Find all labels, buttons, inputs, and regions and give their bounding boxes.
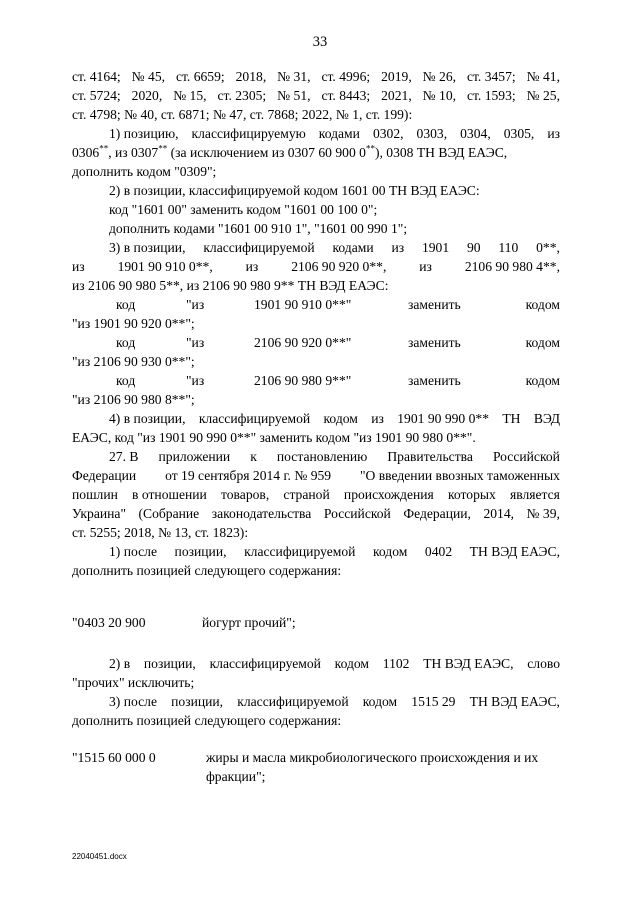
entry-code: "0403 20 900	[72, 615, 146, 630]
word: "О введении ввозных таможенных	[359, 468, 560, 483]
entry-description: йогурт прочий";	[202, 615, 296, 630]
word: Российской	[492, 449, 560, 464]
text-line: "прочих" исключить;	[72, 675, 195, 690]
word: из	[419, 259, 432, 274]
word: № 51,	[277, 88, 311, 103]
word: Федерации	[72, 468, 137, 483]
inserted-position-2	[72, 748, 560, 786]
word: кодом	[334, 656, 370, 671]
entry-description: жиры и масла микробиологического происхождения и их фракции";	[206, 750, 539, 784]
word: ст. 4164;	[72, 69, 121, 84]
word: из	[371, 411, 384, 426]
word: является	[509, 487, 560, 502]
text-line	[72, 504, 560, 523]
word: кодом	[372, 544, 408, 559]
code-entry	[72, 613, 560, 632]
text-line: дополнить кодом "0309";	[72, 164, 217, 179]
text-line: из 2106 90 980 5**, из 2106 90 980 9** ТН ВЭД ЕАЭС:	[72, 278, 389, 293]
word: из	[547, 126, 560, 141]
word: 0304,	[460, 126, 491, 141]
word: 4) в позиции,	[109, 411, 186, 426]
word: 2019,	[381, 69, 412, 84]
word: классифицируемой	[203, 240, 315, 255]
word: пошлин	[72, 487, 118, 502]
text-line: "из 1901 90 920 0**";	[72, 316, 195, 331]
text-line	[72, 447, 560, 466]
word: товаров,	[221, 487, 270, 502]
word: классифицируемой	[244, 544, 356, 559]
text-line	[72, 692, 560, 711]
text-line: ст. 4798; № 40, ст. 6871; № 47, ст. 7868; 2022, № 1, ст. 199):	[72, 107, 413, 122]
word: 2106 90 920 0**,	[291, 259, 387, 274]
word: позиции,	[174, 544, 227, 559]
word: ст. 6659;	[175, 69, 225, 84]
text-line: ст. 5255; 2018, № 13, ст. 1823):	[72, 525, 249, 540]
word: № 41,	[526, 69, 560, 84]
document-body-continued	[72, 654, 560, 730]
word: 1) позицию,	[109, 126, 179, 141]
word: 1515 29	[411, 694, 456, 709]
word: 27. В	[109, 449, 139, 464]
word: к	[250, 449, 257, 464]
text-line	[72, 409, 560, 428]
word: ст. 4996;	[321, 69, 371, 84]
word: 2014,	[483, 506, 515, 521]
word: кодом	[323, 411, 358, 426]
word: из	[391, 240, 405, 255]
word: 1901 90 990 0**	[397, 411, 490, 426]
word: ТН ВЭД ЕАЭС,	[469, 694, 560, 709]
word: 0**,	[536, 240, 560, 255]
word: ВЭД	[533, 411, 560, 426]
page-number: 33	[312, 34, 328, 50]
word: ст. 8443;	[321, 88, 371, 103]
word: 3) после	[109, 694, 157, 709]
word: № 10,	[422, 88, 457, 103]
document-body	[72, 67, 560, 580]
word: № 26,	[422, 69, 457, 84]
word: № 45,	[131, 69, 166, 84]
word: из	[245, 259, 259, 274]
word: кодом	[362, 694, 398, 709]
word: позиции,	[171, 694, 224, 709]
word: ст. 5724;	[72, 88, 121, 103]
replace-row: код "из 1901 90 910 0**" заменить кодом	[116, 297, 560, 312]
text-line	[72, 466, 560, 485]
text-line	[72, 654, 560, 673]
word: ст. 1593;	[466, 88, 516, 103]
word: ст. 3457;	[466, 69, 516, 84]
text-line: "из 2106 90 930 0**";	[72, 354, 195, 369]
word: 2018,	[235, 69, 267, 84]
word: ст. 2305;	[217, 88, 267, 103]
text-line: ЕАЭС, код "из 1901 90 990 0**" заменить кодом "из 1901 90 980 0**".	[72, 430, 476, 445]
word: из	[72, 259, 85, 274]
text-line	[72, 238, 560, 257]
text-line	[72, 485, 560, 504]
text-line: "из 2106 90 980 8**";	[72, 392, 195, 407]
word: классифицируемой	[198, 411, 311, 426]
word: 3) в позиции,	[109, 240, 186, 255]
word: 2) в	[109, 656, 131, 671]
word: позиции,	[143, 656, 196, 671]
word: законодательства	[211, 506, 312, 521]
word: 1901	[421, 240, 450, 255]
word: которых	[447, 487, 496, 502]
word: 2106 90 980 4**,	[464, 259, 560, 274]
word: кодами	[318, 126, 360, 141]
word: 2020,	[131, 88, 163, 103]
word: № 31,	[277, 69, 311, 84]
text-line	[72, 67, 560, 86]
word: № 39,	[526, 506, 560, 521]
word: Российской	[323, 506, 391, 521]
word: слово	[527, 656, 560, 671]
text-line: дополнить позицией следующего содержания:	[72, 713, 342, 728]
word: классифицируемой	[209, 656, 321, 671]
code-entry	[72, 748, 560, 786]
word: происхождения	[343, 487, 434, 502]
word: № 25,	[526, 88, 560, 103]
replace-row: код "из 2106 90 920 0**" заменить кодом	[116, 335, 560, 350]
word: классифицируемой	[237, 694, 349, 709]
word: 110	[498, 240, 519, 255]
text-line	[72, 86, 560, 105]
word: 1901 90 910 0**,	[117, 259, 213, 274]
word: ТН ВЭД ЕАЭС,	[469, 544, 560, 559]
word: от 19 сентября 2014 г. № 959	[165, 468, 332, 483]
text-line	[72, 124, 560, 143]
word: № 15,	[173, 88, 207, 103]
word: 90	[466, 240, 481, 255]
word: 0402	[424, 544, 453, 559]
word: Правительства	[387, 449, 473, 464]
word: Украина"	[72, 506, 126, 521]
word: приложении	[158, 449, 231, 464]
text-line	[72, 257, 560, 276]
text-line	[72, 542, 560, 561]
word: ТН	[502, 411, 521, 426]
text-line: код "1601 00" заменить кодом "1601 00 100 0";	[109, 202, 378, 217]
word: ТН ВЭД ЕАЭС,	[423, 656, 514, 671]
text-line: 0306**, из 0307** (за исключением из 0307 60 900 0**), 0308 ТН ВЭД ЕАЭС,	[72, 143, 508, 160]
word: в отношении	[132, 487, 207, 502]
word: 0305,	[503, 126, 535, 141]
word: 2021,	[381, 88, 412, 103]
word: Федерации,	[403, 506, 471, 521]
inserted-position-1	[72, 613, 560, 632]
file-name-footer: 22040451.docx	[72, 852, 127, 861]
word: классифицируемую	[191, 126, 306, 141]
text-line: дополнить кодами "1601 00 910 1", "1601 00 990 1";	[109, 221, 408, 236]
word: кодами	[332, 240, 374, 255]
text-line: дополнить позицией следующего содержания:	[72, 563, 342, 578]
word: (Собрание	[138, 506, 200, 521]
word: 0302,	[372, 126, 404, 141]
word: страной	[283, 487, 330, 502]
word: 1) после	[109, 544, 157, 559]
word: постановлению	[276, 449, 368, 464]
text-line: 2) в позиции, классифицируемой кодом 1601 00 ТН ВЭД ЕАЭС:	[109, 183, 480, 198]
replace-row: код "из 2106 90 980 9**" заменить кодом	[116, 373, 560, 388]
word: 1102	[382, 656, 410, 671]
word: 0303,	[416, 126, 448, 141]
entry-code: "1515 60 000 0	[72, 750, 156, 765]
